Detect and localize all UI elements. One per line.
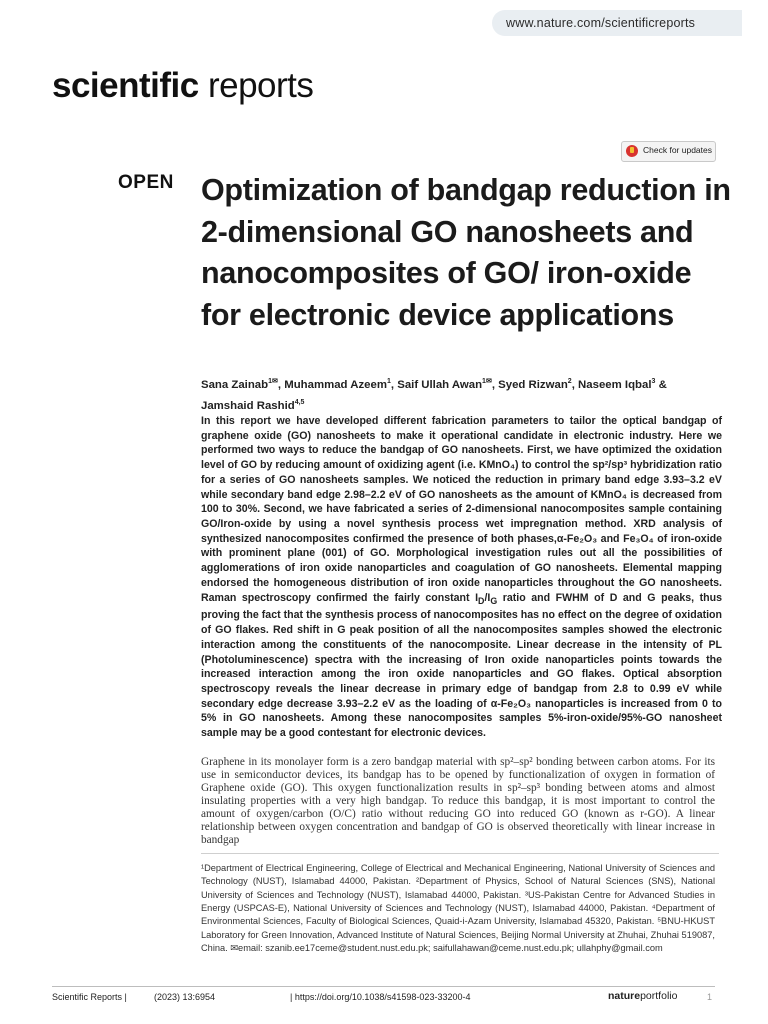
logo-bold-text: scientific — [52, 66, 199, 105]
page-number: 1 — [707, 992, 713, 1002]
author-affiliation: 4,5 — [294, 398, 305, 406]
author-name[interactable]: Saif Ullah Awan — [397, 378, 483, 391]
author-affiliation: 1✉ — [482, 378, 492, 385]
logo-light-text: reports — [207, 66, 314, 105]
affiliations-text[interactable]: ¹Department of Electrical Engineering, College of Electrical and Mechanical Engineering, National University of Sciences and Technology (NUST), Islamabad 44000, Pakistan. ²Department of Physics, School of Natural Sciences (SNS), National University of Sciences and Technology (NUST), Islamabad 44000, Pakistan. ³US-Pakistan Centre for Advanced Studies in Energy (USPCAS-E), National University of Sciences and Technology (NUST), Islamabad 44000, Pakistan. ⁴Department of Environmental Sciences, Faculty of Biological Sciences, Quaid-i-Azam University, Islamabad 45320, Pakistan. ⁵BNU-HKUST Laboratory for Green Innovation, Advanced Institute of Natural Sciences, Beijing Normal University at Zhuhai, Zhuhai 519087, China. ✉email: szanib.ee17ceme@student.nust.edu.pk; saifullahawan@ceme.nust.edu.pk; ullahphy@gmail.com — [201, 863, 715, 953]
body-text: Graphene in its monolayer form is a zero bandgap material with sp²–sp² bonding between carbon atoms. For its use in semiconductor devices, its bandgap has to be opened by functionalization of oxygen in formation of Graphene oxide (GO). This oxygen functionalization results in sp²–sp³ bonding between atoms and almost insulating properties with a very high bandgap. To reduce this bandgap, it is most important to control the amount of oxygen/carbon (O/C) ratio without reducing GO into reduced GO (known as r-GO). A linear relationship between oxygen concentration and bandgap of GO is observed theoretically with linear increase in bandgap — [201, 756, 715, 847]
affiliations — [201, 862, 715, 955]
publisher-bold: nature — [608, 990, 641, 1002]
footer-citation: (2023) 13:6954 — [154, 992, 216, 1002]
author-list: Sana Zainab$^{1✉}$, Muhammad Azeem$^1$, Saif Ullah Awan$^{1✉}$, Syed Rizwan$^2$, Naseem Iqbal$^3$ & Jamshaid Rashid$^{4,5}$ — [201, 378, 667, 412]
open-access-label: OPEN — [118, 172, 174, 193]
check-for-updates-label: Check for updates — [643, 145, 712, 155]
author-affiliation: 2 — [567, 378, 572, 385]
crossmark-icon — [626, 145, 638, 157]
body-paragraph — [201, 756, 715, 847]
author-name[interactable]: Jamshaid Rashid — [201, 399, 295, 412]
publisher-light: portfolio — [640, 990, 678, 1002]
author-name[interactable]: Sana Zainab — [201, 378, 269, 391]
author-name[interactable]: Muhammad Azeem — [284, 378, 387, 391]
footer-divider — [52, 986, 715, 987]
abstract-text — [201, 414, 722, 741]
author-name[interactable]: Syed Rizwan — [498, 378, 568, 391]
footer-journal: Scientific Reports | — [52, 992, 127, 1002]
abstract-part: ratio and FWHM of D and G peaks, thus proving the fact that the synthesis process of nanocomposites has no effect on the degree of oxidation of GO flakes. Red shift in G peak position of all the nanocomposites samples showed the electronic interaction among the constituents of the nanocomposite. Linear decrease in the intensity of PL (Photoluminescence) spectra with the increasing of Iron oxide nanoparticles points towards the increased interaction among the iron oxide nanoparticles and GO flakes. Optical absorption spectroscopy reveals the linear decrease in primary edge of bandgap from 2.8 to 0.99 eV while secondary edge decrease 3.93–2.2 eV as the loading of α-Fe₂O₃ nanoparticles is increased from 0 to 5% in GO nanosheets. Among these nanocomposites samples 5%-iron-oxide/95%-GO nanosheet sample may be a good contestant for electronic devices. — [201, 591, 722, 740]
publisher-logo — [608, 990, 677, 1002]
author-affiliation: 1✉ — [268, 378, 278, 385]
author-affiliation: 3 — [651, 378, 656, 385]
abstract — [201, 414, 722, 741]
abstract-subscript: D — [478, 595, 485, 606]
article-title: Optimization of bandgap reduction in 2-dimensional GO nanosheets and nanocomposites of GO/ iron-oxide for electronic device applications — [201, 173, 731, 332]
journal-url-banner[interactable] — [492, 10, 742, 36]
journal-logo — [52, 66, 313, 106]
footer-doi-link[interactable]: | https://doi.org/10.1038/s41598-023-33200-4 — [290, 992, 471, 1002]
footnote-divider — [201, 853, 719, 854]
author-affiliation: 1 — [386, 378, 391, 385]
check-for-updates-button[interactable] — [621, 141, 716, 162]
abstract-subscript: G — [490, 595, 498, 606]
author-name[interactable]: Naseem Iqbal — [578, 378, 652, 391]
journal-url[interactable]: www.nature.com/scientificreports — [506, 16, 696, 30]
abstract-part: In this report we have developed different fabrication parameters to tailor the optical bandgap of graphene oxide (GO) nanosheets to make it operational candidate in electronic industry. Here we performed two ways to reduce the bandgap of GO nanosheets. First, we have optimized the oxidation level of GO by reducing amount of oxidizing agent (i.e. KMnO₄) to control the sp²/sp³ hybridization ratio for a series of GO nanosheets samples. We noticed the reduction in primary band edge 3.93–3.2 eV while secondary band edge 2.98–2.2 eV of GO nanosheets as the amount of KMnO₄ is decreased from 100 to 30%. Second, we have fabricated a series of 2-dimensional nanocomposites sample containing GO/Iron-oxide by using a novel synthesis process wet impregnation method. XRD analysis of synthesized nanocomposites confirmed the presence of both phases,α-Fe₂O₃ and Fe₃O₄ of iron-oxide with prominent plane (001) of GO. Morphological investigation rules out all the possibilities of agglomerations of iron oxide nanoparticles and coagulation of GO nanosheets. Elemental mapping endorsed the homogeneous distribution of iron oxide nanoparticles throughout the GO nanosheets. Raman spectroscopy confirmed the fairly constant I — [201, 415, 722, 604]
abstract-part: /I — [484, 591, 491, 604]
